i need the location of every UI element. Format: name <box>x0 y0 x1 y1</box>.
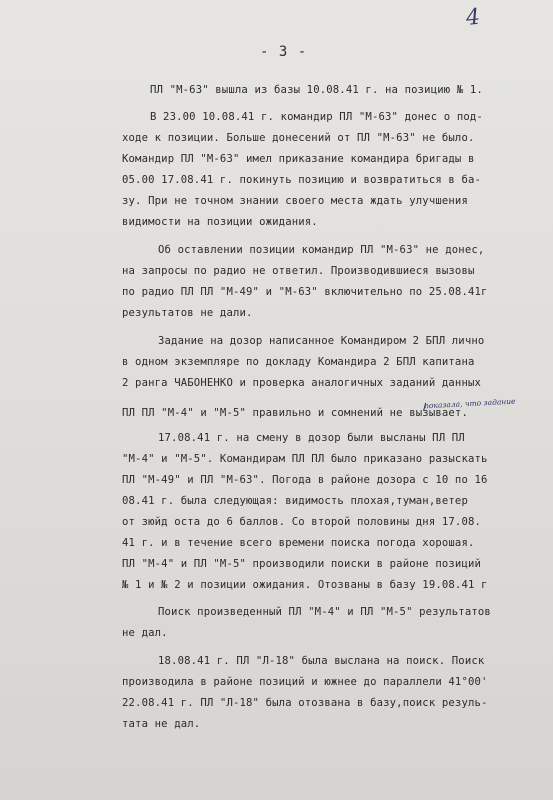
text-line: 2 ранга ЧАБОНЕНКО и проверка аналогичных заданий данных <box>122 377 482 389</box>
text-line: № 1 и № 2 и позиции ожидания. Отозваны в базу 19.08.41 г <box>122 579 488 591</box>
text-line: ПЛ "М-63" вышла из базы 10.08.41 г. на позицию № 1. <box>150 84 483 96</box>
handwritten-insert: показала, что задание <box>423 396 516 411</box>
text-line: "М-4" и "М-5". Командирам ПЛ ПЛ было приказано разыскать <box>122 453 488 465</box>
text-line: Задание на дозор написанное Командиром 2 БПЛ лично <box>158 335 485 347</box>
text-line: 17.08.41 г. на смену в дозор были высланы ПЛ ПЛ <box>158 432 465 444</box>
text-line: Командир ПЛ "М-63" имел приказание командира бригады в <box>122 153 475 165</box>
text-line: ПЛ ПЛ "М-4" и "М-5" правильно и сомнений не вызывает. <box>122 407 468 419</box>
text-line: от зюйд оста до 6 баллов. Со второй половины дня 17.08. <box>122 516 482 528</box>
text-line: 41 г. и в течение всего времени поиска погода хорошая. <box>122 537 475 549</box>
text-line: 08.41 г. была следующая: видимость плохая,туман,ветер <box>122 495 468 507</box>
text-line: на запросы по радио не ответил. Производившиеся вызовы <box>122 265 475 277</box>
handwritten-page-number: 4 <box>464 4 482 32</box>
text-line: 22.08.41 г. ПЛ "Л-18" была отозвана в базу,поиск резуль- <box>122 697 488 709</box>
text-line: не дал. <box>122 627 168 639</box>
text-line: ходе к позиции. Больше донесений от ПЛ "М-63" не было. <box>122 132 475 144</box>
text-line: ПЛ "М-4" и ПЛ "М-5" производили поиски в районе позиций <box>122 558 482 570</box>
text-line: 18.08.41 г. ПЛ "Л-18" была выслана на поиск. Поиск <box>158 655 485 667</box>
text-line: видимости на позиции ожидания. <box>122 216 318 228</box>
text-line: 05.00 17.08.41 г. покинуть позицию и возвратиться в ба- <box>122 174 482 186</box>
text-line: ПЛ "М-49" и ПЛ "М-63". Погода в районе дозора с 10 по 16 <box>122 474 488 486</box>
text-line: по радио ПЛ ПЛ "М-49" и "М-63" включительно по 25.08.41г <box>122 286 488 298</box>
page-number: - 3 - <box>260 44 308 60</box>
text-line: результатов не дали. <box>122 307 253 319</box>
text-line: зу. При не точном знании своего места ждать улучшения <box>122 195 468 207</box>
text-line: В 23.00 10.08.41 г. командир ПЛ "М-63" донес о под- <box>150 111 483 123</box>
text-line: в одном экземпляре по докладу Командира 2 БПЛ капитана <box>122 356 475 368</box>
text-line: Об оставлении позиции командир ПЛ "М-63" не донес, <box>158 244 485 256</box>
text-line: Поиск произведенный ПЛ "М-4" и ПЛ "М-5" результатов <box>158 606 491 618</box>
text-line: производила в районе позиций и южнее до параллели 41°00' <box>122 676 488 688</box>
text-line: тата не дал. <box>122 718 201 730</box>
